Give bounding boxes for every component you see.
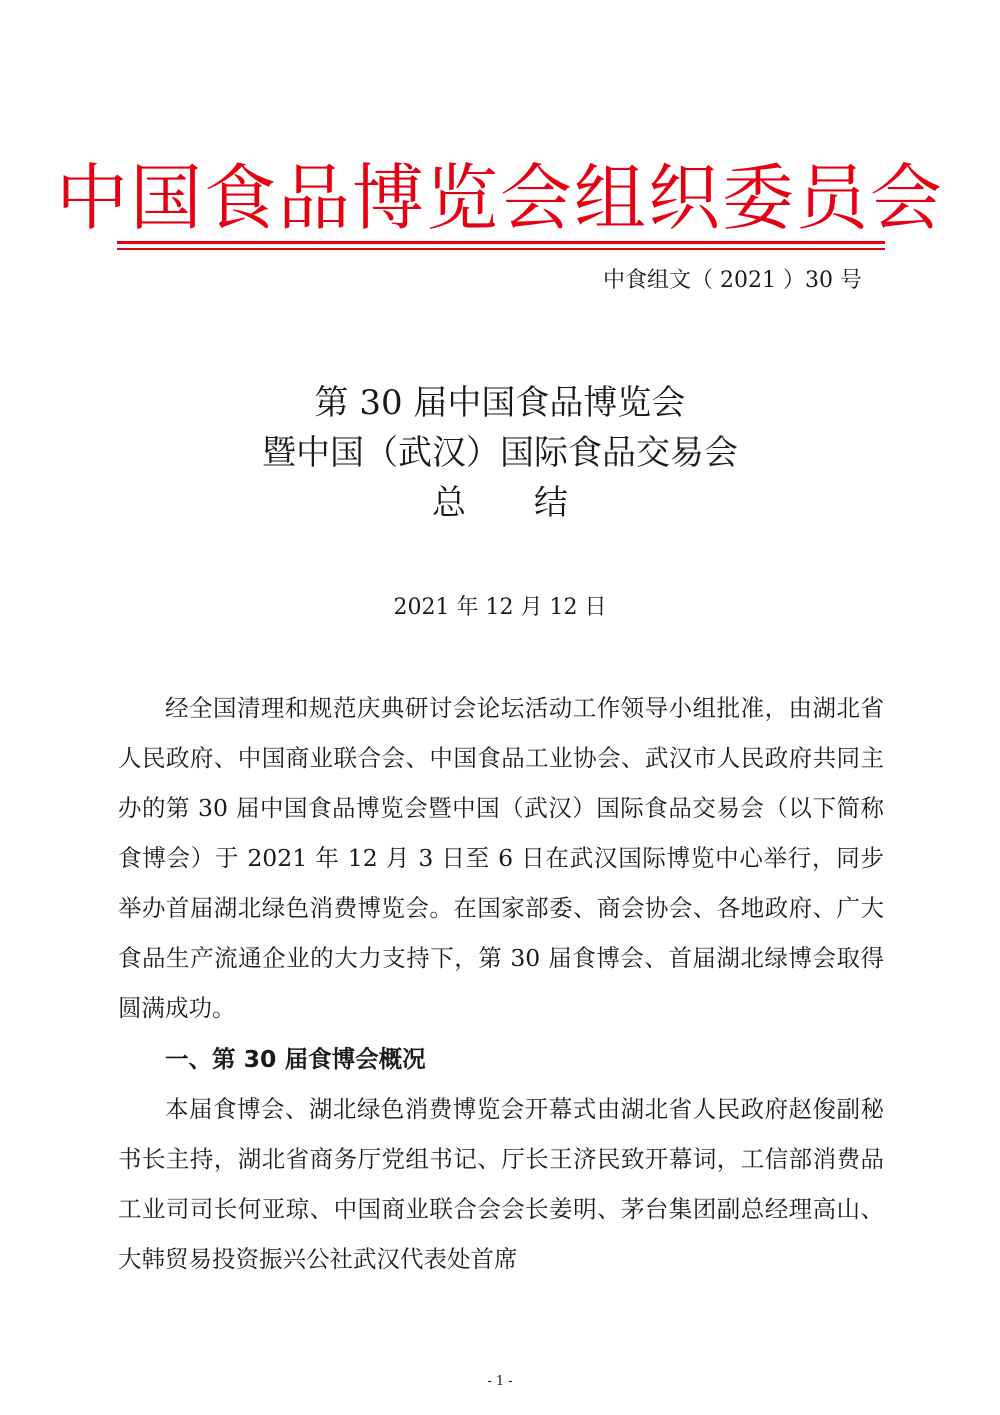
title-line-2: 暨中国（武汉）国际食品交易会 <box>262 433 738 473</box>
org-title-masthead: 中国食品博览会组织委员会 <box>55 156 944 240</box>
red-divider-thin <box>117 248 885 250</box>
title-summary-char-1: 总 <box>432 483 466 523</box>
page-number: - 1 - <box>487 1374 513 1389</box>
document-number: 中食组文（ 2021 ）30 号 <box>603 268 862 293</box>
red-divider-thick <box>117 241 885 244</box>
body-paragraph-2: 本届食博会、湖北绿色消费博览会开幕式由湖北省人民政府赵俊副秘书长主持，湖北省商务厅党组书记、厅长王济民致开幕词，工信部消费品工业司司长何亚琼、中国商业联合会会长姜明、茅台集团副总经理高山、大韩贸易投资振兴公社武汉代表处首席 <box>118 1095 884 1273</box>
section-heading-1: 一、第 30 届食博会概况 <box>165 1045 426 1073</box>
document-date: 2021 年 12 月 12 日 <box>393 595 607 620</box>
title-summary-char-2: 结 <box>534 483 568 523</box>
title-line-3 <box>0 478 1000 528</box>
body-paragraph-1: 经全国清理和规范庆典研讨会论坛活动工作领导小组批准，由湖北省人民政府、中国商业联合会、中国食品工业协会、武汉市人民政府共同主办的第 30 届中国食品博览会暨中国（武汉）国际食品交易会（以下简称食博会）于 2021 年 12 月 3 日至 6 日在武汉国际博览中心举行，同步举办首届湖北绿色消费博览会。在国家部委、商会协会、各地政府、广大食品生产流通企业的大力支持下，第 30 届食博会、首届湖北绿博会取得圆满成功。 <box>118 694 884 1022</box>
title-line-1: 第 30 届中国食品博览会 <box>314 383 686 423</box>
